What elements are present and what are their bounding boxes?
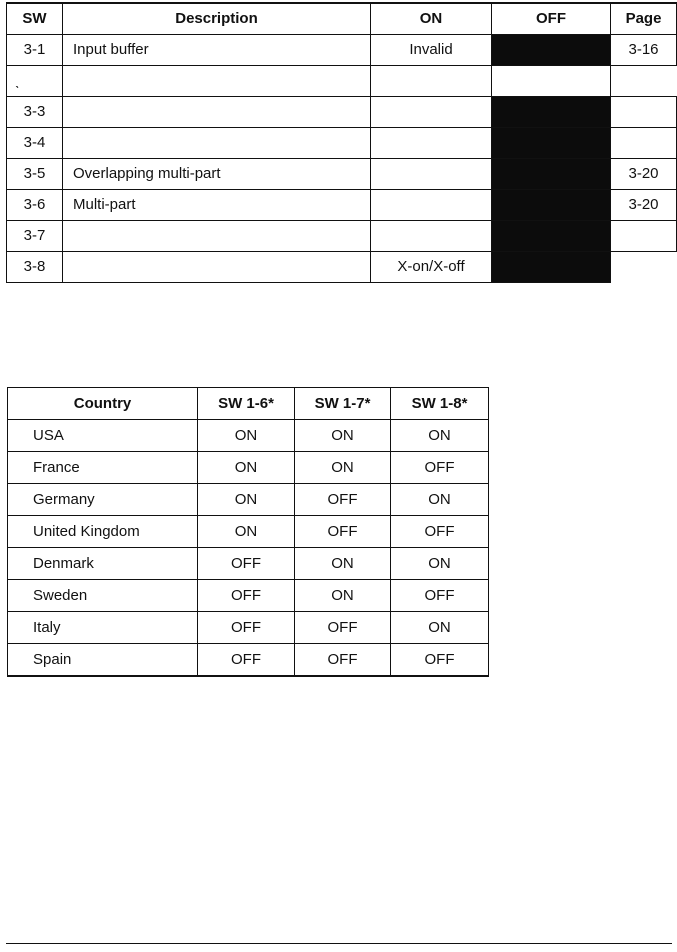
table-row xyxy=(7,190,677,221)
cell-sw-1-6: ON xyxy=(198,516,295,548)
table-row xyxy=(8,516,489,548)
cell-description xyxy=(63,252,371,283)
header-sw-1-7: SW 1-7* xyxy=(295,388,391,420)
cell-description: Input buffer xyxy=(63,35,371,66)
cell-sw-1-7: OFF xyxy=(295,516,391,548)
header-sw-1-8: SW 1-8* xyxy=(391,388,489,420)
cell-off xyxy=(492,35,611,66)
cell-country: USA xyxy=(8,420,198,452)
cell-country: Spain xyxy=(8,644,198,677)
cell-sw-1-6: ON xyxy=(198,420,295,452)
table-row xyxy=(7,128,677,159)
cell-page xyxy=(611,252,677,283)
table-row xyxy=(7,252,677,283)
table-row xyxy=(7,97,677,128)
cell-page xyxy=(611,221,677,252)
cell-sw-1-7: ON xyxy=(295,420,391,452)
table-header-row xyxy=(8,388,489,420)
cell-page xyxy=(611,66,677,97)
switch-settings-table xyxy=(6,2,677,283)
cell-sw: 3-6 xyxy=(7,190,63,221)
header-description: Description xyxy=(63,3,371,35)
cell-sw-1-7: ON xyxy=(295,580,391,612)
cell-off xyxy=(492,97,611,128)
cell-sw-1-7: OFF xyxy=(295,644,391,677)
cell-on xyxy=(371,66,492,97)
cell-sw-1-7: ON xyxy=(295,452,391,484)
country-settings-table xyxy=(7,387,489,677)
cell-country: Denmark xyxy=(8,548,198,580)
cell-sw-1-8: ON xyxy=(391,484,489,516)
cell-description: Overlapping multi-part xyxy=(63,159,371,190)
header-off: OFF xyxy=(492,3,611,35)
cell-description xyxy=(63,221,371,252)
header-sw: SW xyxy=(7,3,63,35)
cell-sw-1-8: OFF xyxy=(391,452,489,484)
cell-on xyxy=(371,221,492,252)
cell-on: Invalid xyxy=(371,35,492,66)
table-row xyxy=(7,35,677,66)
cell-page xyxy=(611,97,677,128)
table-row xyxy=(8,548,489,580)
cell-sw-1-8: ON xyxy=(391,612,489,644)
cell-page xyxy=(611,128,677,159)
table-row xyxy=(7,221,677,252)
table-row xyxy=(8,452,489,484)
header-sw-1-6: SW 1-6* xyxy=(198,388,295,420)
cell-sw-1-6: OFF xyxy=(198,644,295,677)
table-row xyxy=(8,644,489,677)
table-row xyxy=(8,420,489,452)
cell-off xyxy=(492,128,611,159)
cell-description xyxy=(63,97,371,128)
cell-country: France xyxy=(8,452,198,484)
cell-on xyxy=(371,190,492,221)
cell-country: United Kingdom xyxy=(8,516,198,548)
cell-description: Multi-part xyxy=(63,190,371,221)
cell-sw-1-6: OFF xyxy=(198,580,295,612)
cell-country: Italy xyxy=(8,612,198,644)
cell-sw: 3-7 xyxy=(7,221,63,252)
cell-sw: 3-4 xyxy=(7,128,63,159)
cell-sw: ˎ xyxy=(7,66,63,97)
cell-page: 3-20 xyxy=(611,190,677,221)
header-country: Country xyxy=(8,388,198,420)
cell-off xyxy=(492,190,611,221)
cell-sw-1-6: ON xyxy=(198,452,295,484)
cell-sw-1-6: ON xyxy=(198,484,295,516)
table-row xyxy=(7,159,677,190)
table-row xyxy=(8,484,489,516)
header-page: Page xyxy=(611,3,677,35)
cell-off xyxy=(492,221,611,252)
table-row xyxy=(7,66,677,97)
table-row xyxy=(8,580,489,612)
cell-sw-1-6: OFF xyxy=(198,548,295,580)
table-header-row xyxy=(7,3,677,35)
header-on: ON xyxy=(371,3,492,35)
cell-country: Germany xyxy=(8,484,198,516)
cell-sw-1-7: OFF xyxy=(295,612,391,644)
cell-sw: 3-3 xyxy=(7,97,63,128)
cell-sw-1-7: OFF xyxy=(295,484,391,516)
cell-country: Sweden xyxy=(8,580,198,612)
cell-on xyxy=(371,128,492,159)
cell-sw: 3-8 xyxy=(7,252,63,283)
cell-off xyxy=(492,66,611,97)
cell-off xyxy=(492,252,611,283)
cell-sw-1-6: OFF xyxy=(198,612,295,644)
cell-sw-1-8: ON xyxy=(391,548,489,580)
cell-sw-1-8: OFF xyxy=(391,516,489,548)
cell-page: 3-20 xyxy=(611,159,677,190)
cell-on xyxy=(371,159,492,190)
table-row xyxy=(8,612,489,644)
cell-sw-1-8: OFF xyxy=(391,580,489,612)
cell-on: X-on/X-off xyxy=(371,252,492,283)
footer-rule xyxy=(6,943,672,944)
cell-sw-1-8: ON xyxy=(391,420,489,452)
cell-on xyxy=(371,97,492,128)
cell-sw: 3-5 xyxy=(7,159,63,190)
cell-description xyxy=(63,128,371,159)
cell-page: 3-16 xyxy=(611,35,677,66)
cell-sw: 3-1 xyxy=(7,35,63,66)
cell-sw-1-7: ON xyxy=(295,548,391,580)
cell-off xyxy=(492,159,611,190)
cell-sw-1-8: OFF xyxy=(391,644,489,677)
cell-description xyxy=(63,66,371,97)
